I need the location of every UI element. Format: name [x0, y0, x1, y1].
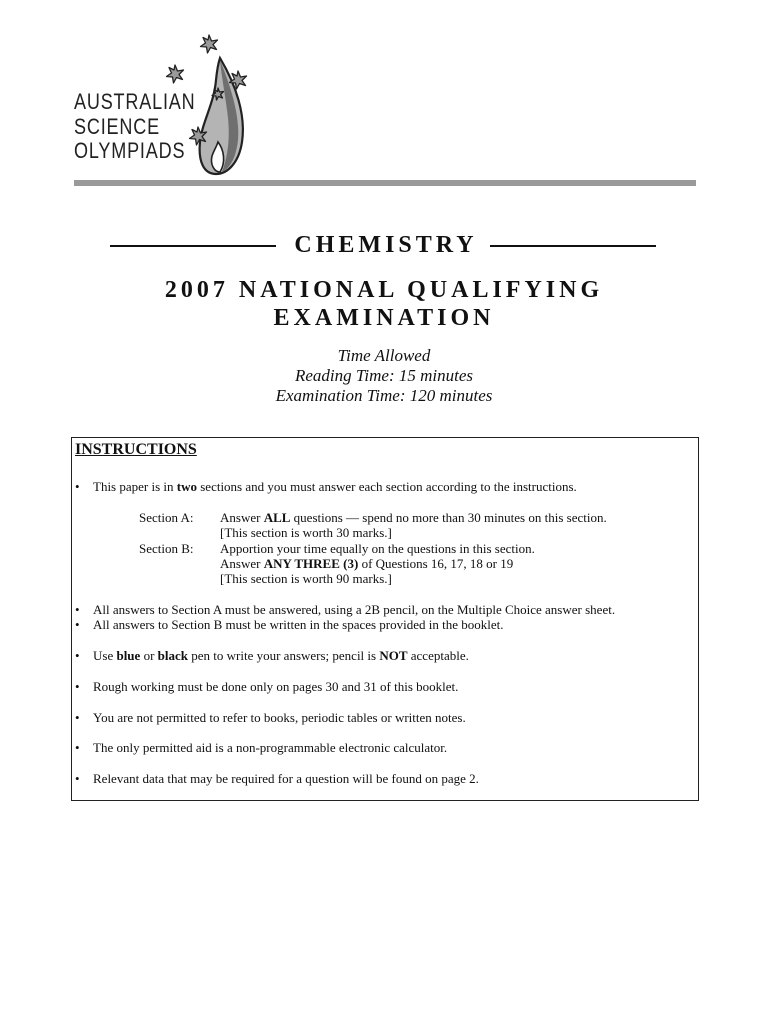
- logo-line-australian: AUSTRALIAN: [74, 89, 196, 114]
- examination-time: Examination Time: 120 minutes: [275, 386, 493, 405]
- bullet-dot: •: [75, 479, 80, 494]
- logo-line-science: SCIENCE: [74, 113, 160, 139]
- section-a-label: Section A:: [139, 510, 194, 525]
- section-a-marks: [This section is worth 30 marks.]: [220, 525, 392, 540]
- section-text: Answer: [220, 510, 264, 525]
- instruction-emphasis: black: [157, 648, 188, 663]
- bullet-dot: •: [75, 710, 80, 725]
- header-divider: [74, 180, 696, 186]
- section-emphasis: ALL: [263, 510, 291, 525]
- instruction-emphasis: blue: [116, 648, 141, 663]
- logo-line-olympiads: OLYMPIADS: [74, 138, 186, 163]
- instruction-text: acceptable.: [407, 648, 469, 663]
- instruction-text: Use: [93, 648, 117, 663]
- instruction-text: All answers to Section A must be answered, using a 2B pencil, on the Multiple Choice answer sheet.: [93, 602, 616, 617]
- bullet-dot: •: [75, 648, 80, 663]
- time-allowed-block: [84, 346, 684, 406]
- reading-time: Reading Time: 15 minutes: [294, 366, 473, 385]
- instruction-text: The only permitted aid is a non-programmable electronic calculator.: [93, 740, 448, 755]
- bullet-dot: •: [75, 602, 80, 617]
- subject-rule-right: [490, 245, 656, 247]
- bullet-dot: •: [75, 679, 80, 694]
- bullet-dot: •: [75, 771, 80, 786]
- section-emphasis: ANY THREE (3): [263, 556, 359, 571]
- instruction-text: Relevant data that may be required for a question will be found on page 2.: [93, 771, 479, 786]
- instruction-text: Rough working must be done only on pages 30 and 31 of this booklet.: [93, 679, 459, 694]
- instruction-text: You are not permitted to refer to books, periodic tables or written notes.: [93, 710, 466, 725]
- instruction-emphasis: two: [176, 479, 197, 494]
- section-b-marks: [This section is worth 90 marks.]: [220, 571, 392, 586]
- exam-title-line1: 2007 NATIONAL QUALIFYING: [164, 277, 604, 303]
- time-allowed-heading: Time Allowed: [337, 346, 431, 365]
- instruction-text: pen to write your answers; pencil is: [188, 648, 380, 663]
- subject-title: CHEMISTRY: [294, 232, 478, 258]
- subject-row: [110, 232, 656, 259]
- instructions-heading: INSTRUCTIONS: [75, 441, 197, 458]
- section-text: questions — spend no more than 30 minutes on this section.: [290, 510, 607, 525]
- instruction-text: All answers to Section B must be written in the spaces provided in the booklet.: [93, 617, 504, 632]
- exam-title: [84, 276, 684, 332]
- section-b-label: Section B:: [139, 541, 194, 556]
- instructions-box: [71, 437, 699, 801]
- subject-rule-left: [110, 245, 276, 247]
- bullet-dot: •: [75, 740, 80, 755]
- section-text: of Questions 16, 17, 18 or 19: [358, 556, 514, 571]
- flame-with-stars-icon: [158, 30, 258, 180]
- instruction-emphasis: NOT: [379, 648, 408, 663]
- instruction-text: sections and you must answer each section according to the instructions.: [196, 479, 577, 494]
- instruction-text: or: [140, 648, 158, 663]
- bullet-dot: •: [75, 617, 80, 632]
- exam-title-line2: EXAMINATION: [273, 305, 495, 331]
- section-text: Answer: [220, 556, 264, 571]
- section-b-apportion: Apportion your time equally on the questions in this section.: [220, 541, 535, 556]
- instruction-text: This paper is in: [93, 479, 177, 494]
